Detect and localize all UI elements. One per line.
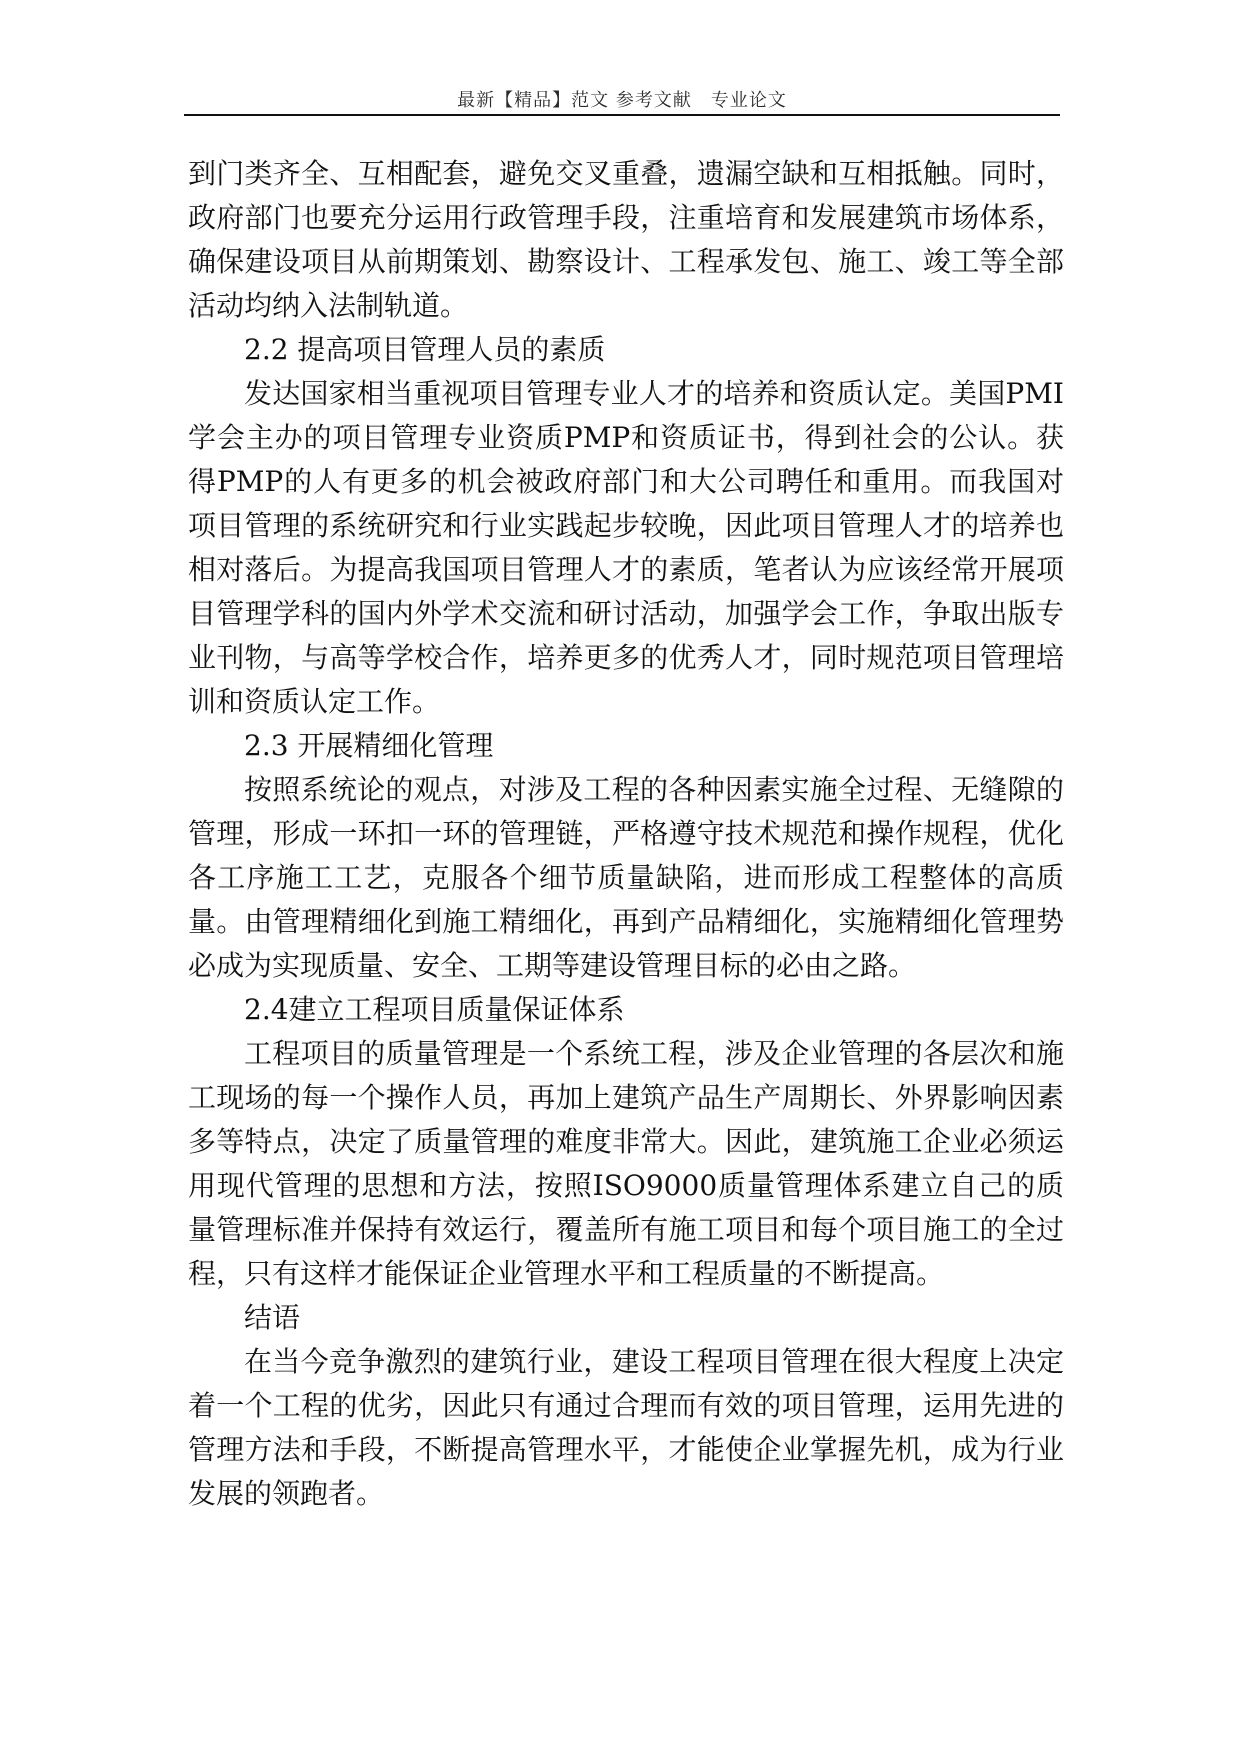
- section-heading-conclusion: 结语: [244, 1301, 301, 1334]
- section-heading-2-2: 2.2 提高项目管理人员的素质: [244, 333, 606, 366]
- section-heading-2-4: 2.4建立工程项目质量保证体系: [244, 993, 625, 1026]
- paragraph-2-2: 发达国家相当重视项目管理专业人才的培养和资质认定。美国PMI学会主办的项目管理专业资质PMP和资质证书，得到社会的公认。获得PMP的人有更多的机会被政府部门和大公司聘任和重用。而我国对项目管理的系统研究和行业实践起步较晚，因此项目管理人才的培养也相对落后。为提高我国项目管理人才的素质，笔者认为应该经常开展项目管理学科的国内外学术交流和研讨活动，加强学会工作，争取出版专业刊物，与高等学校合作，培养更多的优秀人才，同时规范项目管理培训和资质认定工作。: [188, 377, 1064, 718]
- paragraph-2-4: 工程项目的质量管理是一个系统工程，涉及企业管理的各层次和施工现场的每一个操作人员，再加上建筑产品生产周期长、外界影响因素多等特点，决定了质量管理的难度非常大。因此，建筑施工企业必须运用现代管理的思想和方法，按照ISO9000质量管理体系建立自己的质量管理标准并保持有效运行，覆盖所有施工项目和每个项目施工的全过程，只有这样才能保证企业管理水平和工程质量的不断提高。: [188, 1037, 1064, 1290]
- section-heading-2-3: 2.3 开展精细化管理: [244, 729, 494, 762]
- paragraph-conclusion: 在当今竞争激烈的建筑行业，建设工程项目管理在很大程度上决定着一个工程的优劣，因此只有通过合理而有效的项目管理，运用先进的管理方法和手段，不断提高管理水平，才能使企业掌握先机，成为行业发展的领跑者。: [188, 1345, 1064, 1510]
- paragraph-2-3: 按照系统论的观点，对涉及工程的各种因素实施全过程、无缝隙的管理，形成一环扣一环的管理链，严格遵守技术规范和操作规程，优化各工序施工工艺，克服各个细节质量缺陷，进而形成工程整体的高质量。由管理精细化到施工精细化，再到产品精细化，实施精细化管理势必成为实现质量、安全、工期等建设管理目标的必由之路。: [188, 773, 1064, 982]
- document-body: [188, 152, 1064, 1516]
- page-header: 最新【精品】范文 参考文献 专业论文: [457, 90, 787, 111]
- paragraph-continuation: 到门类齐全、互相配套，避免交叉重叠，遗漏空缺和互相抵触。同时，政府部门也要充分运用行政管理手段，注重培育和发展建筑市场体系，确保建设项目从前期策划、勘察设计、工程承发包、施工、竣工等全部活动均纳入法制轨道。: [188, 157, 1064, 322]
- header-divider: [184, 114, 1060, 116]
